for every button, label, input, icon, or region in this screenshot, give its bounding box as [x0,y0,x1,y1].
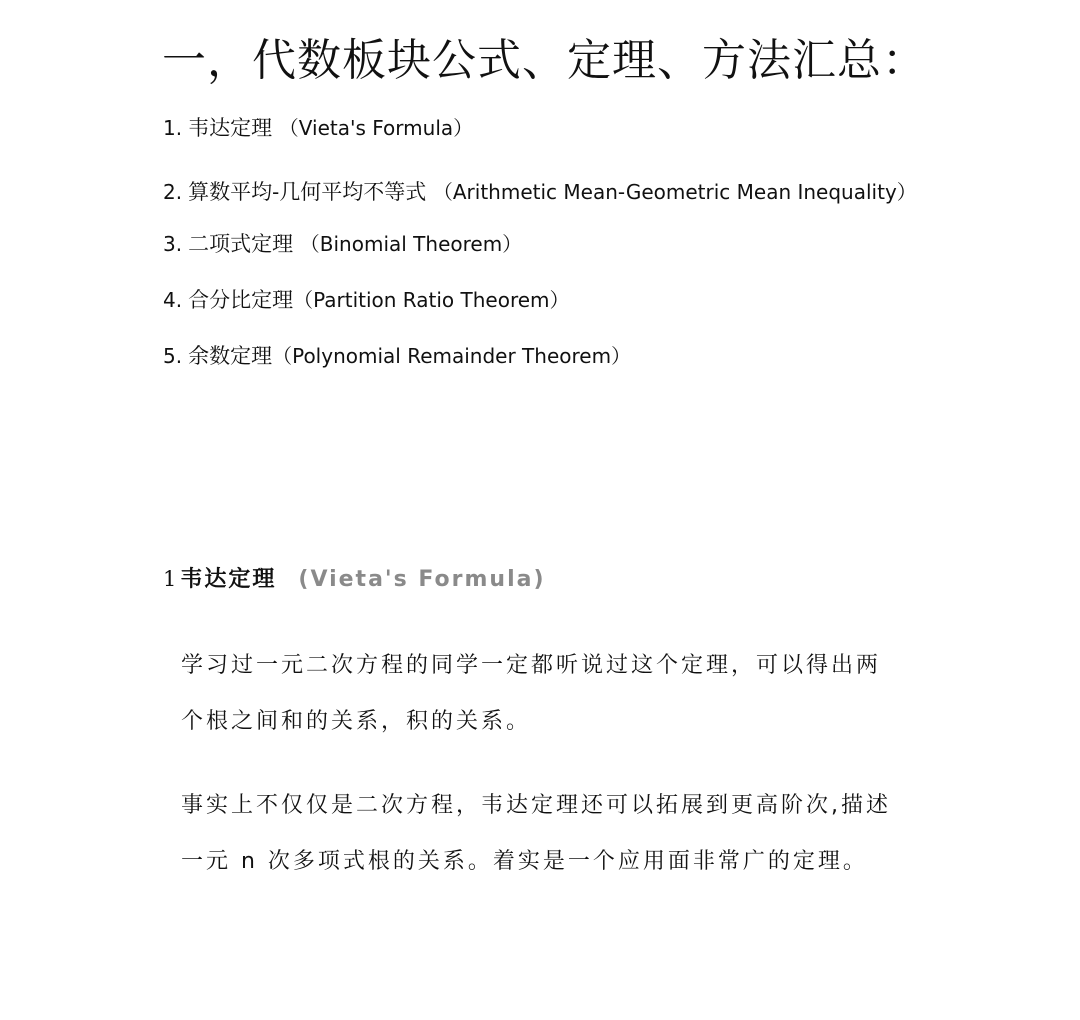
section-number: 1 [163,567,177,591]
toc-item-en: （Partition Ratio Theorem） [293,288,570,312]
toc-item-remainder [163,336,923,376]
toc-item-zh: 合分比定理 [188,288,294,312]
toc-list [163,108,923,392]
section-heading [163,562,546,593]
toc-item-zh: 韦达定理 [188,116,279,140]
toc-item-zh: 二项式定理 [188,232,300,256]
section-title-en: (Vieta's Formula) [298,567,546,592]
toc-item-vieta [163,108,923,148]
toc-item-number: 2. [163,180,183,204]
toc-item-en: （Binomial Theorem） [299,232,523,256]
toc-item-zh: 算数平均-几何平均不等式 [188,180,433,204]
toc-item-zh: 余数定理 [188,344,273,368]
toc-item-number: 1. [163,116,183,140]
toc-item-partition-ratio [163,280,923,320]
body-paragraph: 事实上不仅仅是二次方程，韦达定理还可以拓展到更高阶次,描述一元 n 次多项式根的关系。着实是一个应用面非常广的定理。 [181,793,891,874]
toc-item-en: （Vieta's Formula） [278,116,474,140]
toc-item-binomial [163,224,923,264]
page-title: 一，代数板块公式、定理、方法汇总： [162,35,927,86]
toc-item-am-gm [163,164,923,220]
section-title-zh: 韦达定理 [180,567,277,592]
toc-item-number: 5. [163,344,183,368]
toc-item-number: 3. [163,232,183,256]
toc-item-number: 4. [163,288,183,312]
body-paragraph: 学习过一元二次方程的同学一定都听说过这个定理，可以得出两个根之间和的关系，积的关系。 [181,653,882,734]
toc-item-en: （Arithmetic Mean-Geometric Mean Inequality） [432,180,917,204]
toc-item-en: （Polynomial Remainder Theorem） [272,344,632,368]
